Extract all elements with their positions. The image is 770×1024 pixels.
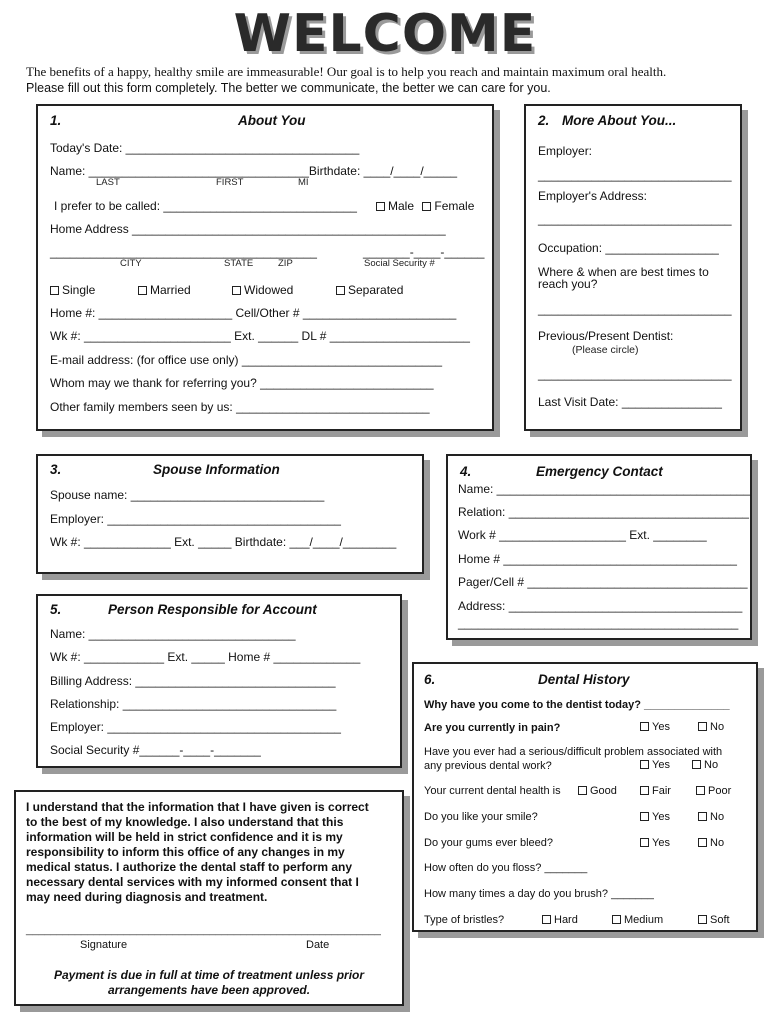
yes-label: Yes [652,721,670,733]
good-label: Good [590,785,617,797]
female-checkbox[interactable] [422,202,431,211]
separated-checkbox[interactable] [336,286,345,295]
fair-checkbox[interactable] [640,786,649,795]
billing-address-field[interactable]: Billing Address: ______________________________ [50,674,336,688]
occupation-field[interactable]: Occupation: _________________ [538,241,719,255]
section-number: 1. [50,113,62,128]
last-visit-field[interactable]: Last Visit Date: _______________ [538,395,722,409]
smile-yes-checkbox[interactable] [640,812,649,821]
section-title: Spouse Information [153,462,280,477]
best-times-label: Where & when are best times to [538,265,709,279]
spouse-section [36,454,424,574]
emergency-address-line-2[interactable]: __________________________________________ [458,616,739,630]
dentist-field[interactable]: _____________________________ [538,367,732,381]
gums-question: Do your gums ever bleed? [424,837,554,849]
payment-line: arrangements have been approved. [107,983,311,997]
pain-no-checkbox[interactable] [698,722,707,731]
city-label: CITY [120,258,142,269]
female-label: Female [434,199,475,213]
yes-label: Yes [652,811,670,823]
smile-yes-option [640,811,670,823]
name-birthdate-field[interactable]: Name: _________________________________Birthdate: ____/____/_____ [50,164,458,178]
consent-line: responsibility to inform this office of any changes in my [26,845,345,859]
no-label: No [710,811,725,823]
section-title: More About You... [562,113,677,128]
family-members-field[interactable]: Other family members seen by us: _____________________________ [50,400,430,414]
hard-checkbox[interactable] [542,915,551,924]
section-number: 3. [50,462,62,477]
work-phone-dl-field[interactable]: Wk #: ______________________ Ext. ______ DL # _____________________ [50,329,470,343]
employer-address-field[interactable]: _____________________________ [538,212,732,226]
bristles-question: Type of bristles? [424,914,505,926]
gums-yes-option [640,837,670,849]
visit-reason-field[interactable]: Why have you come to the dentist today? ______________ [424,699,730,711]
consent-text [26,800,369,905]
section-title: Person Responsible for Account [108,602,317,617]
home-cell-phone-field[interactable]: Home #: ____________________ Cell/Other # _______________________ [50,306,457,320]
widowed-option [232,283,293,297]
state-label: STATE [224,258,254,269]
yes-label: Yes [652,759,670,771]
marital-status-options [50,283,95,297]
separated-label: Separated [348,283,404,297]
todays-date-field[interactable]: Today's Date: ___________________________________ [50,141,360,155]
zip-label: ZIP [278,258,293,269]
married-label: Married [150,283,191,297]
emergency-work-field[interactable]: Work # ___________________ Ext. ________ [458,528,707,542]
responsible-ss-field[interactable]: Social Security #______-____-_______ [50,743,261,757]
problem-no-option [692,759,718,771]
date-label: Date [306,939,330,951]
widowed-label: Widowed [244,283,294,297]
problem-yes-checkbox[interactable] [640,760,649,769]
signature-field[interactable]: __________________________________________________________ [26,924,381,936]
male-checkbox[interactable] [376,202,385,211]
gums-no-checkbox[interactable] [698,838,707,847]
problem-no-checkbox[interactable] [692,760,701,769]
single-checkbox[interactable] [50,286,59,295]
consent-line: information will be held in strict confidence and it is my [26,830,343,844]
responsible-party-section [36,594,402,768]
section-number: 2. [538,113,550,128]
health-fair-option [640,785,671,797]
separated-option [336,283,403,297]
floss-field[interactable]: How often do you floss? _______ [424,862,588,874]
health-question: Your current dental health is [424,785,561,797]
emergency-contact-section [446,454,752,640]
good-checkbox[interactable] [578,786,587,795]
emergency-pager-field[interactable]: Pager/Cell # _________________________________ [458,575,748,589]
pain-question: Are you currently in pain? [424,722,561,734]
spouse-name-field[interactable]: Spouse name: _____________________________ [50,488,325,502]
employer-label: Employer: [538,144,593,158]
city-state-zip-field[interactable]: ________________________________________ [50,245,317,259]
best-times-label-2: reach you? [538,277,598,291]
emergency-home-field[interactable]: Home # ___________________________________ [458,552,737,566]
last-label: LAST [96,177,120,188]
problem-question-2: any previous dental work? [424,760,552,772]
pain-yes-option [640,721,670,733]
single-label: Single [62,283,96,297]
page-title: WELCOME [233,4,537,64]
section-number: 6. [424,672,436,687]
married-option [138,283,191,297]
problem-question: Have you ever had a serious/difficult problem associated with [424,746,723,758]
employer-field[interactable]: _____________________________ [538,168,732,182]
social-security-field[interactable]: _______-____-______ [363,245,485,259]
home-address-field[interactable]: Home Address _______________________________________________ [50,222,446,236]
consent-section [14,790,404,1006]
smile-no-option [698,811,724,823]
gums-no-option [698,837,724,849]
problem-yes-option [640,759,670,771]
payment-line: Payment is due in full at time of treatment unless prior [53,968,365,982]
no-label: No [704,759,719,771]
consent-line: to the best of my knowledge. I also understand that this [26,815,344,829]
email-field[interactable]: E-mail address: (for office use only) ______________________________ [50,353,443,367]
no-label: No [710,721,725,733]
best-times-field[interactable]: _____________________________ [538,302,732,316]
medium-checkbox[interactable] [612,915,621,924]
soft-label: Soft [710,914,730,926]
fair-label: Fair [652,785,671,797]
widowed-checkbox[interactable] [232,286,241,295]
poor-label: Poor [708,785,732,797]
section-title: About You [238,113,306,128]
about-you-section [36,104,494,431]
referral-field[interactable]: Whom may we thank for referring you? __________________________ [50,376,434,390]
yes-label: Yes [652,837,670,849]
section-number: 5. [50,602,62,617]
section-number: 4. [460,464,472,479]
responsible-name-field[interactable]: Name: _______________________________ [50,627,296,641]
social-security-label: Social Security # [364,258,435,269]
more-about-you-section [524,104,742,431]
mi-label: MI [298,177,309,188]
first-label: FIRST [216,177,244,188]
consent-line: medical status. I authorize the dental staff to perform any [26,860,353,874]
medium-label: Medium [624,914,664,926]
poor-checkbox[interactable] [696,786,705,795]
intro-line-1: The benefits of a happy, healthy smile are immeasurable! Our goal is to help you reach and maintain maximum oral health. [26,64,667,79]
male-label: Male [388,199,415,213]
smile-question: Do you like your smile? [424,811,538,823]
payment-notice [16,968,402,998]
no-label: No [710,837,725,849]
soft-checkbox[interactable] [698,915,707,924]
health-good-option [578,785,617,797]
gums-yes-checkbox[interactable] [640,838,649,847]
consent-line: I understand that the information that I have given is correct [26,800,369,814]
responsible-work-home-field[interactable]: Wk #: ____________ Ext. _____ Home # _____________ [50,650,361,664]
relationship-field[interactable]: Relationship: ________________________________ [50,697,337,711]
consent-line: may need during diagnosis and treatment. [26,890,268,904]
spouse-work-birthdate-field[interactable]: Wk #: _____________ Ext. _____ Birthdate: ___/____/________ [50,535,397,549]
pain-yes-checkbox[interactable] [640,722,649,731]
bristles-medium-option [612,914,663,926]
brush-field[interactable]: How many times a day do you brush? _______ [424,888,654,900]
emergency-address-field[interactable]: Address: ___________________________________ [458,599,743,613]
section-title: Emergency Contact [536,464,663,479]
employer-address-label: Employer's Address: [538,189,648,203]
emergency-name-field[interactable]: Name: ______________________________________ [458,482,751,496]
spouse-employer-field[interactable]: Employer: ___________________________________ [50,512,341,526]
signature-label: Signature [80,939,128,951]
dental-history-section [412,662,758,932]
bristles-soft-option [698,914,730,926]
intro-text [26,64,756,96]
emergency-relation-field[interactable]: Relation: ____________________________________ [458,505,749,519]
intro-line-2: Please fill out this form completely. The better we communicate, the better we can care for you. [26,81,551,95]
gender-options [376,199,474,213]
dentist-label: Previous/Present Dentist: [538,329,674,343]
bristles-hard-option [542,914,578,926]
health-poor-option [696,785,731,797]
married-checkbox[interactable] [138,286,147,295]
hard-label: Hard [554,914,578,926]
responsible-employer-field[interactable]: Employer: ___________________________________ [50,720,341,734]
pain-no-option [698,721,724,733]
consent-line: necessary dental services with my informed consent that I [26,875,359,889]
section-title: Dental History [538,672,630,687]
smile-no-checkbox[interactable] [698,812,707,821]
preferred-name-field[interactable]: I prefer to be called: _____________________________ [54,199,357,213]
please-circle-label: (Please circle) [572,344,639,356]
